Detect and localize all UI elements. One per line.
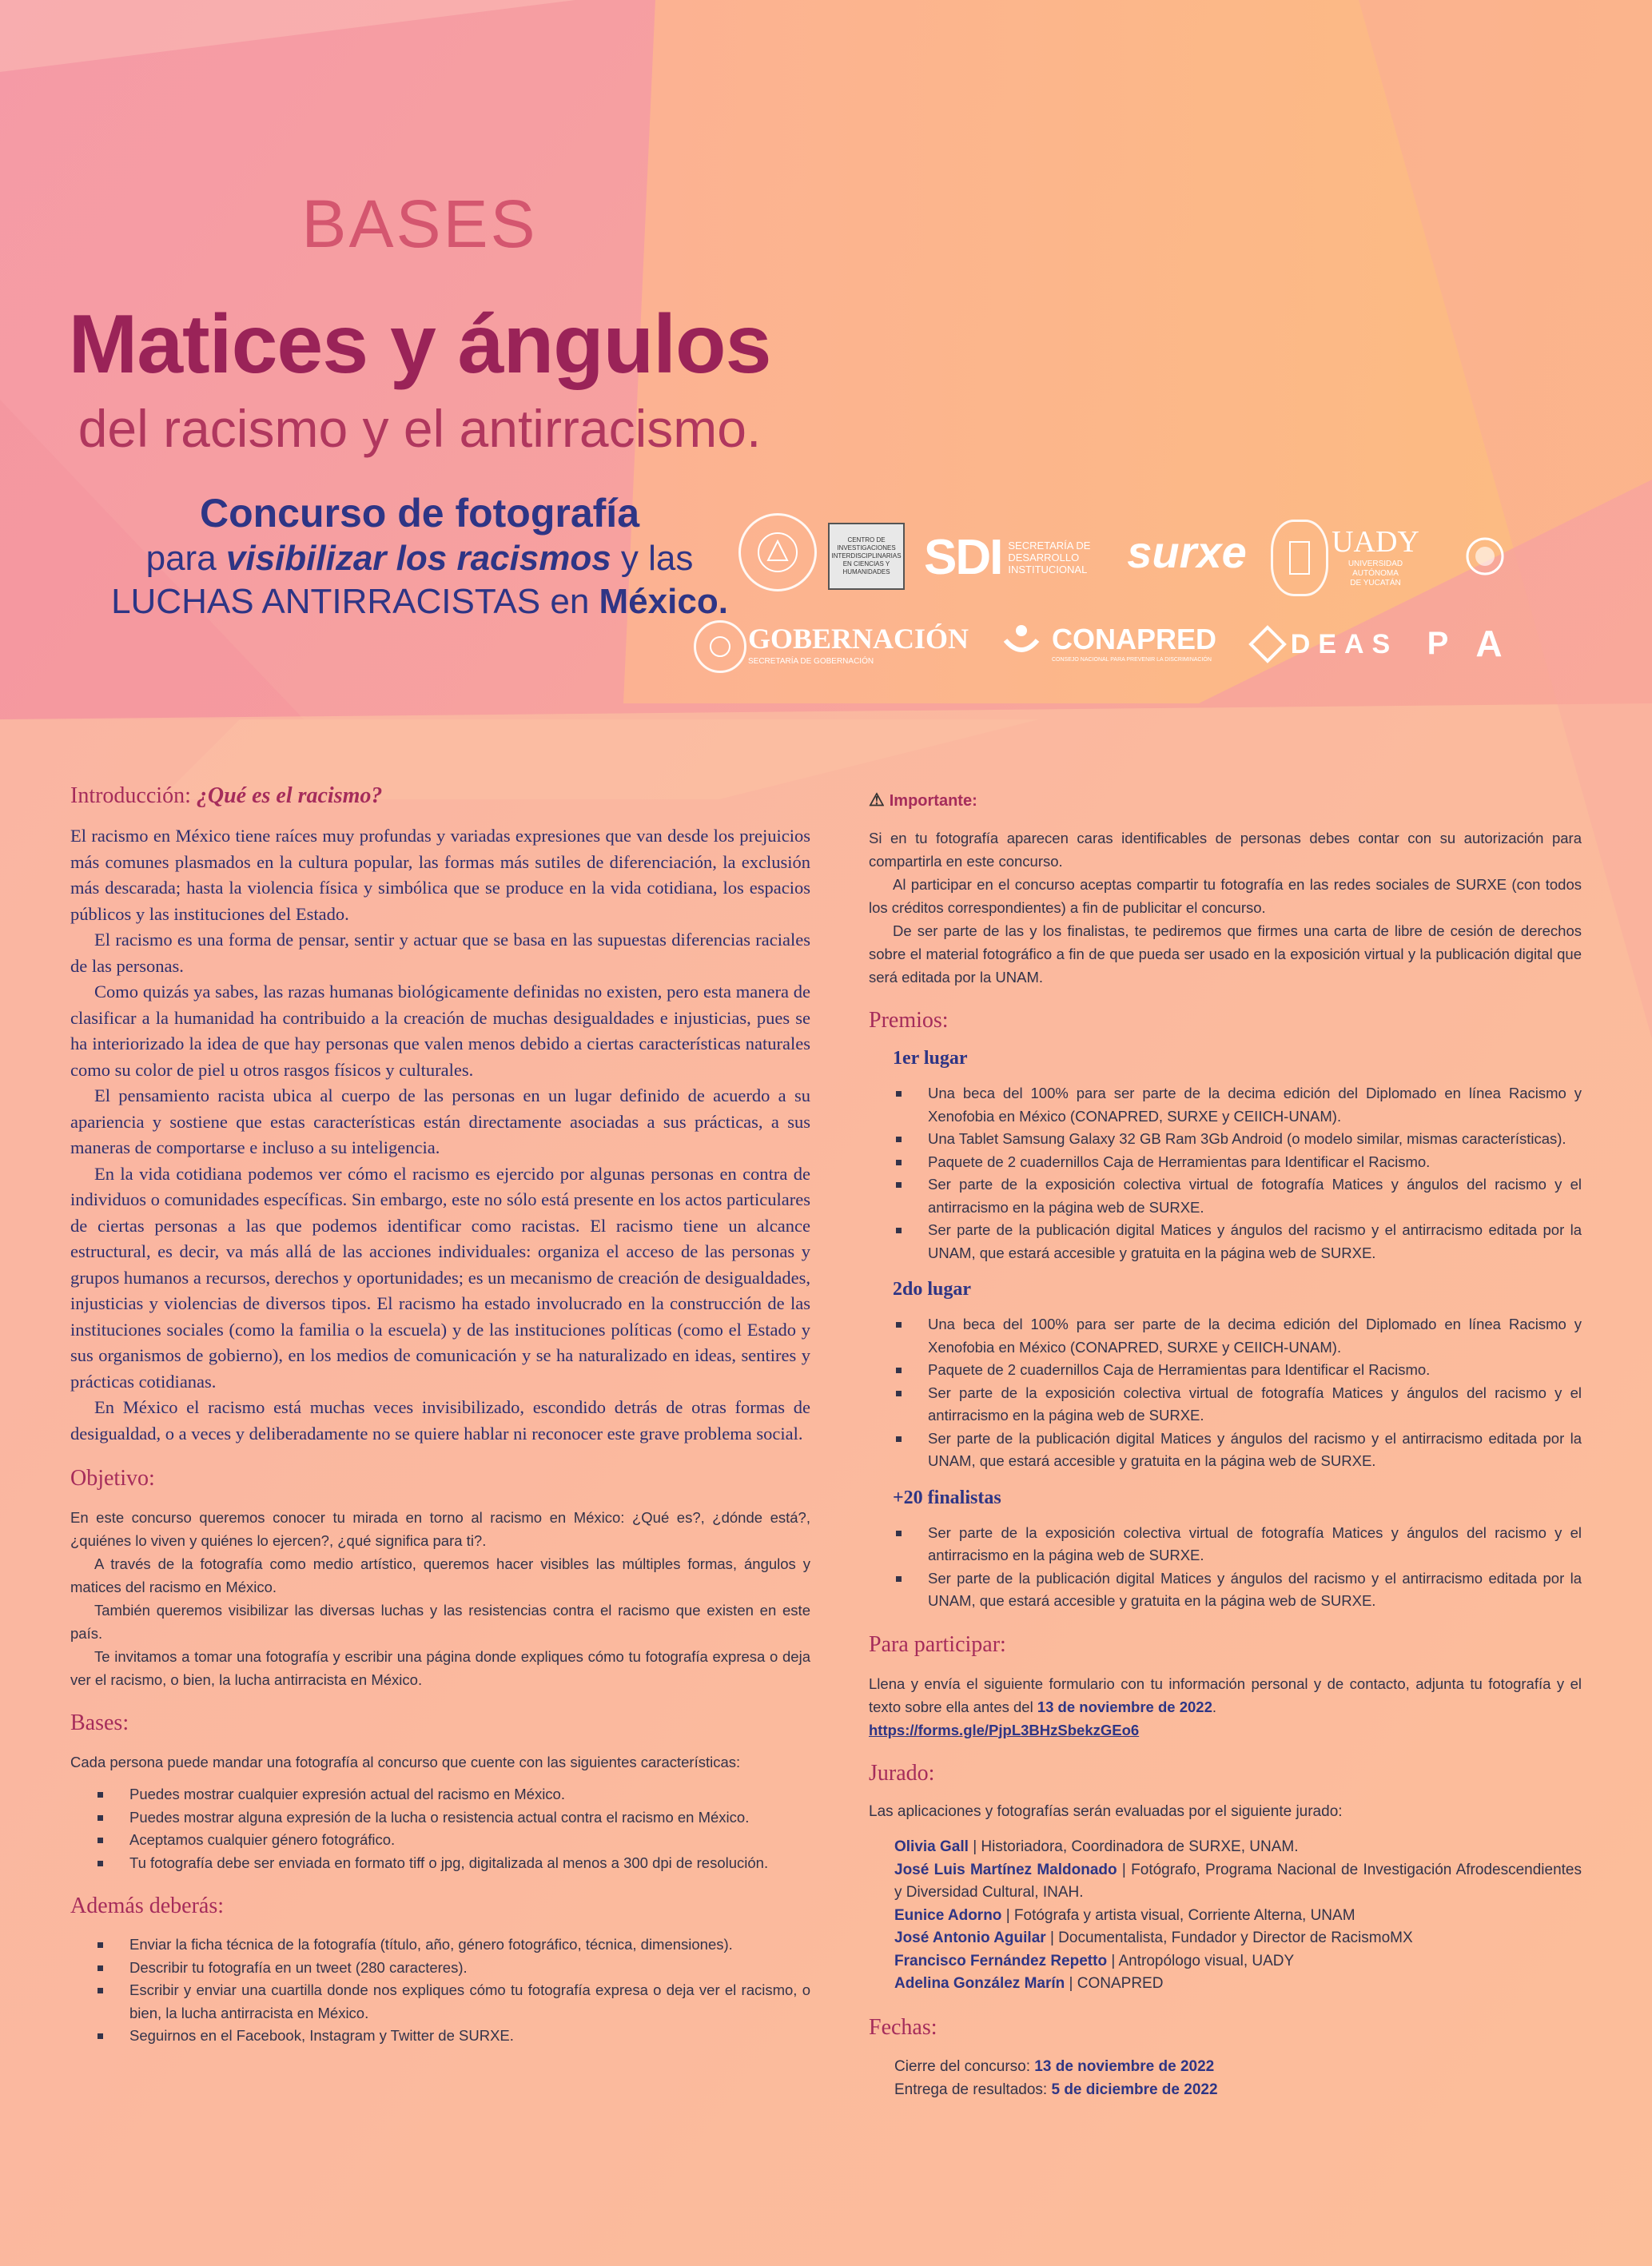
intro-p6: En México el racismo está muchas veces invisibilizado, escondido detrás de otras formas de desigualdad, o a veces y deliberadamente no se quiere hablar ni reconocer este grave problema social. (70, 1397, 810, 1444)
intro-heading-question: ¿Qué es el racismo? (196, 783, 383, 808)
jury-role: | Fotógrafa y artista visual, Corriente Alterna, UNAM (1001, 1906, 1355, 1924)
contest-line-2-c: y las (611, 539, 694, 578)
cierre-line (894, 2055, 1582, 2078)
sdi-sub-3: INSTITUCIONAL (1008, 563, 1088, 575)
importante-p3: De ser parte de las y los finalistas, te pediremos que firmes una carta de libre de cesión de derechos sobre el material fotográfico a fin de que pueda ser usado en la exposición virtual y la publicación digital que será editada por la UNAM. (869, 922, 1582, 986)
list-item: Escribir y enviar una cuartilla donde nos expliques cómo tu fotografía expresa o deja ver el racismo, o bien, la lucha antirracista en México. (129, 1979, 810, 2025)
a-logo-text: A (1475, 623, 1503, 664)
finalists-title: +20 finalistas (893, 1487, 1001, 1508)
jurado-heading: Jurado: (869, 1760, 935, 1786)
list-item: Seguirnos en el Facebook, Instagram y Twitter de SURXE. (129, 2025, 810, 2048)
list-item: Ser parte de la exposición colectiva virtual de fotografía Matices y ángulos del racismo y el antirracismo en la página web de SURXE. (928, 1522, 1582, 1567)
intro-section (70, 783, 810, 1447)
list-item: Una beca del 100% para ser parte de la decima edición del Diplomado en línea Racismo y Xenofobia en México (CONAPRED, SURXE y CEIICH-UNAM). (928, 1082, 1582, 1128)
jury-role: | Documentalista, Fundador y Director de RacismoMX (1045, 1929, 1413, 1946)
contest-line-3 (0, 580, 839, 623)
second-place-list (869, 1313, 1582, 1473)
uady-sub-3: DE YUCATÁN (1350, 579, 1401, 587)
importante-section (869, 790, 1582, 989)
intro-p2: El racismo es una forma de pensar, sentir y actuar que se basa en las supuestas diferencias raciales de las personas. (70, 930, 810, 976)
jury-member (894, 1950, 1582, 1973)
first-place-list (869, 1082, 1582, 1264)
ademas-heading: Además deberás: (70, 1894, 225, 1918)
list-item: Tu fotografía debe ser enviada en formato tiff o jpg, digitalizada al menos a 300 dpi de resolución. (129, 1852, 810, 1875)
importante-heading-text: Importante: (889, 792, 977, 810)
finalists-list (869, 1522, 1582, 1613)
conapred-sub: CONSEJO NACIONAL PARA PREVENIR LA DISCRIMINACIÓN (1052, 656, 1212, 663)
list-item: Ser parte de la exposición colectiva virtual de fotografía Matices y ángulos del racismo y el antirracismo en la página web de SURXE. (928, 1382, 1582, 1428)
contest-line-1: Concurso de fotografía (199, 491, 640, 536)
sdi-logo (924, 531, 1108, 583)
entrega-date: 5 de diciembre de 2022 (1051, 2081, 1218, 2098)
jury-name: Adelina González Marín (894, 1975, 1065, 1992)
objetivo-p3: También queremos visibilizar las diversas luchas y las resistencias contra el racismo que existen en este país. (70, 1602, 810, 1642)
entrega-line (894, 2078, 1582, 2101)
importante-p1: Si en tu fotografía aparecen caras identificables de personas debes contar con su autorización para compartirla en este concurso. (869, 830, 1582, 870)
gobernacion-logo (748, 619, 980, 670)
contest-line-2-emphasis: visibilizar los racismos (225, 539, 611, 578)
list-item: Puedes mostrar cualquier expresión actual del racismo en México. (129, 1783, 810, 1806)
objetivo-p4: Te invitamos a tomar una fotografía y escribir una página donde expliques cómo tu fotografía expresa o deja ver el racismo, o bien, la lucha antirracista en México. (70, 1648, 810, 1688)
contest-line-2-a: para (145, 539, 226, 578)
objetivo-p1: En este concurso queremos conocer tu mirada en torno al racismo en México: ¿Qué es?, ¿dónde está?, ¿quiénes lo viven y quiénes lo ejercen?, ¿qué significa para ti?. (70, 1509, 810, 1549)
conapred-symbol-icon (996, 617, 1047, 670)
bases-p1: Cada persona puede mandar una fotografía al concurso que cuente con las siguientes características: (70, 1754, 741, 1770)
unam-seal-icon (738, 513, 817, 591)
cierre-label: Cierre del concurso: (894, 2057, 1035, 2075)
ceiich-logo-text: CENTRO DE INVESTIGACIONES INTERDISCIPLINARIAS EN CIENCIAS Y HUMANIDADES (831, 536, 902, 575)
gobernacion-seal-icon (694, 620, 746, 673)
conapred-logo-text: CONAPRED (1052, 622, 1217, 655)
gobernacion-sub: SECRETARÍA DE GOBERNACIÓN (748, 656, 874, 666)
objetivo-heading: Objetivo: (70, 1466, 155, 1491)
fechas-heading: Fechas: (869, 2014, 937, 2040)
right-column (869, 790, 1582, 2121)
ademas-section (70, 1894, 810, 2048)
intro-p5: En la vida cotidiana podemos ver cómo el racismo es ejercido por algunas personas en contra de individuos o comunidades específicas. Sin embargo, este no sólo está presente en los actos particulares de ciertas personas a las que podemos identificar como racistas. El racismo tiene un alcance estructural, es decir, va más allá de las acciones individuales: organiza el acceso de las personas y grupos humanos a recursos, derechos y oportunidades; es un mecanismo de creación de desigualdades, injusticias y violencias de diversos tipos. El racismo ha estado involucrado en la construcción de las instituciones sociales (como la familia o la escuela) y de las instituciones políticas (como el Estado y sus organismos de gobierno), en los medios de comunicación y se ha naturalizado en ideas, sentires y prácticas cotidianas. (70, 1163, 810, 1392)
participar-deadline: 13 de noviembre de 2022 (1037, 1698, 1212, 1715)
list-item: Ser parte de la publicación digital Matices y ángulos del racismo y el antirracismo editada por la UNAM, que estará accesible y gratuita en la página web de SURXE. (928, 1428, 1582, 1473)
sdi-sub-1: SECRETARÍA DE (1008, 539, 1091, 552)
form-link[interactable]: https://forms.gle/PjpL3BHzSbekzGEo6 (869, 1721, 1140, 1738)
list-item: Puedes mostrar alguna expresión de la lucha o resistencia actual contra el racismo en México. (129, 1806, 810, 1830)
objetivo-section (70, 1466, 810, 1691)
left-column (70, 783, 810, 2067)
list-item: Enviar la ficha técnica de la fotografía (título, año, género fotográfico, técnica, dimensiones). (129, 1933, 810, 1957)
conapred-logo (1052, 617, 1236, 668)
jury-member (894, 1927, 1582, 1950)
jury-member (894, 1905, 1582, 1928)
pcine-logo (1418, 617, 1458, 670)
importante-p2: Al participar en el concurso aceptas compartir tu fotografía en las redes sociales de SURXE (con todos los créditos correspondientes) a fin de publicitar el concurso. (869, 876, 1582, 916)
uady-sub-1: UNIVERSIDAD (1347, 560, 1403, 568)
deas-logo-text: DEAS (1290, 628, 1399, 659)
uady-logo (1327, 521, 1424, 591)
jury-name: Eunice Adorno (894, 1906, 1002, 1924)
jury-name: Francisco Fernández Repetto (894, 1952, 1108, 1969)
participar-section (869, 1632, 1582, 1742)
page-title: Matices y ángulos (68, 298, 771, 391)
contest-tagline (0, 489, 839, 623)
jury-role: | CONAPRED (1065, 1975, 1164, 1992)
uady-logo-text: UADY (1332, 525, 1419, 559)
contest-line-3-a: LUCHAS ANTIRRACISTAS en (111, 582, 599, 621)
fechas-section (869, 2015, 1582, 2101)
second-place-title: 2do lugar (893, 1279, 972, 1300)
jurado-section (869, 1761, 1582, 1996)
uady-seal-icon (1271, 520, 1328, 596)
gobernacion-logo-text: GOBERNACIÓN (748, 622, 969, 655)
objetivo-p2: A través de la fotografía como medio artístico, queremos hacer visibles las múltiples formas, ángulos y matices del racismo en México. (70, 1555, 810, 1595)
participar-heading: Para participar: (869, 1631, 1006, 1657)
ademas-list (70, 1933, 810, 2048)
sdi-logo-sub (1008, 540, 1090, 575)
jury-name: José Luis Martínez Maldonado (894, 1861, 1117, 1878)
participar-text-end: . (1212, 1698, 1216, 1715)
jury-role: | Fotógrafo, Programa Nacional de Investigación Afrodescendientes y Diversidad Cultural, INAH. (894, 1861, 1582, 1901)
premios-heading: Premios: (869, 1008, 949, 1033)
list-item: Una beca del 100% para ser parte de la decima edición del Diplomado en línea Racismo y Xenofobia en México (CONAPRED, SURXE y CEIICH-UNAM). (928, 1313, 1582, 1359)
jury-role: | Historiadora, Coordinadora de SURXE, UNAM. (968, 1838, 1299, 1855)
ceiich-logo (828, 523, 905, 590)
surxe-logo (1127, 520, 1247, 583)
premios-section (869, 1008, 1582, 1613)
participar-text (869, 1672, 1582, 1718)
jury-role: | Antropólogo visual, UADY (1107, 1952, 1295, 1969)
list-item: Aceptamos cualquier género fotográfico. (129, 1829, 810, 1852)
list-item: Una Tablet Samsung Galaxy 32 GB Ram 3Gb Android (o modelo similar, mismas características). (928, 1128, 1582, 1151)
pcine-logo-text: P (1427, 625, 1449, 661)
page-subtitle: del racismo y el antirracismo. (78, 399, 762, 458)
sdi-logo-text: SDI (924, 529, 1002, 585)
first-place-title: 1er lugar (893, 1048, 968, 1069)
intro-p3: Como quizás ya sabes, las razas humanas biológicamente definidas no existen, pero esta manera de clasificar a la humanidad ha contribuido a la creación de muchas desigualdades e injusticias, pues se ha interiorizado la idea de que hay personas que valen menos debido a ciertas características naturales como su color de piel u otros rasgos físicos y culturales. (70, 982, 810, 1080)
list-item: Ser parte de la publicación digital Matices y ángulos del racismo y el antirracismo editada por la UNAM, que estará accesible y gratuita en la página web de SURXE. (928, 1567, 1582, 1613)
bases-label: BASES (301, 186, 538, 261)
antropologia-seal-icon (1447, 521, 1523, 591)
bases-heading: Bases: (70, 1710, 129, 1735)
intro-heading-label: Introducción: (70, 783, 197, 808)
list-item: Paquete de 2 cuadernillos Caja de Herramientas para Identificar el Racismo. (928, 1359, 1582, 1382)
jury-member (894, 1973, 1582, 1996)
list-item: Ser parte de la publicación digital Matices y ángulos del racismo y el antirracismo editada por la UNAM, que estará accesible y gratuita en la página web de SURXE. (928, 1219, 1582, 1264)
jury-name: Olivia Gall (894, 1838, 969, 1855)
contest-line-2 (0, 537, 839, 580)
intro-p4: El pensamiento racista ubica al cuerpo de las personas en un lugar definido de acuerdo a su apariencia y sostiene que estas características están directamente asociadas a sus prácticas, a sus maneras de comportarse e incluso a su inteligencia. (70, 1085, 810, 1157)
list-item: Describir tu fotografía en un tweet (280 caracteres). (129, 1957, 810, 1980)
a-logo (1469, 617, 1509, 670)
sdi-sub-2: DESARROLLO (1008, 551, 1080, 564)
participar-text-body: Llena y envía el siguiente formulario con tu información personal y de contacto, adjunta tu fotografía y el texto sobre ella antes del (869, 1675, 1582, 1715)
bases-section (70, 1710, 810, 1874)
list-item: Paquete de 2 cuadernillos Caja de Herramientas para Identificar el Racismo. (928, 1151, 1582, 1174)
deas-logo (1288, 620, 1400, 668)
importante-heading (869, 790, 1582, 810)
entrega-label: Entrega de resultados: (894, 2081, 1052, 2098)
cierre-date: 13 de noviembre de 2022 (1034, 2057, 1215, 2075)
intro-p1: El racismo en México tiene raíces muy profundas y variadas expresiones que van desde los prejuicios más comunes plasmados en la cultura popular, las formas más sutiles de diferenciación, la exclusión más descarada; hasta la violencia física y simbólica que se produce en la vida cotidiana, los espacios públicos y las instituciones del Estado. (70, 826, 810, 924)
surxe-logo-text: surxe (1127, 526, 1247, 577)
jurado-intro: Las aplicaciones y fotografías serán evaluadas por el siguiente jurado: (869, 1802, 1343, 1820)
list-item: Ser parte de la exposición colectiva virtual de fotografía Matices y ángulos del racismo y el antirracismo en la página web de SURXE. (928, 1173, 1582, 1219)
contest-line-3-emphasis: México. (599, 582, 728, 621)
warning-icon: ⚠ (869, 790, 885, 810)
jury-member (894, 1859, 1582, 1905)
intro-heading (70, 783, 810, 809)
jury-name: José Antonio Aguilar (894, 1929, 1046, 1946)
jury-member (894, 1836, 1582, 1859)
deas-symbol-icon (1244, 620, 1292, 668)
uady-sub-2: AUTÓNOMA (1352, 569, 1399, 578)
bases-list (70, 1783, 810, 1874)
